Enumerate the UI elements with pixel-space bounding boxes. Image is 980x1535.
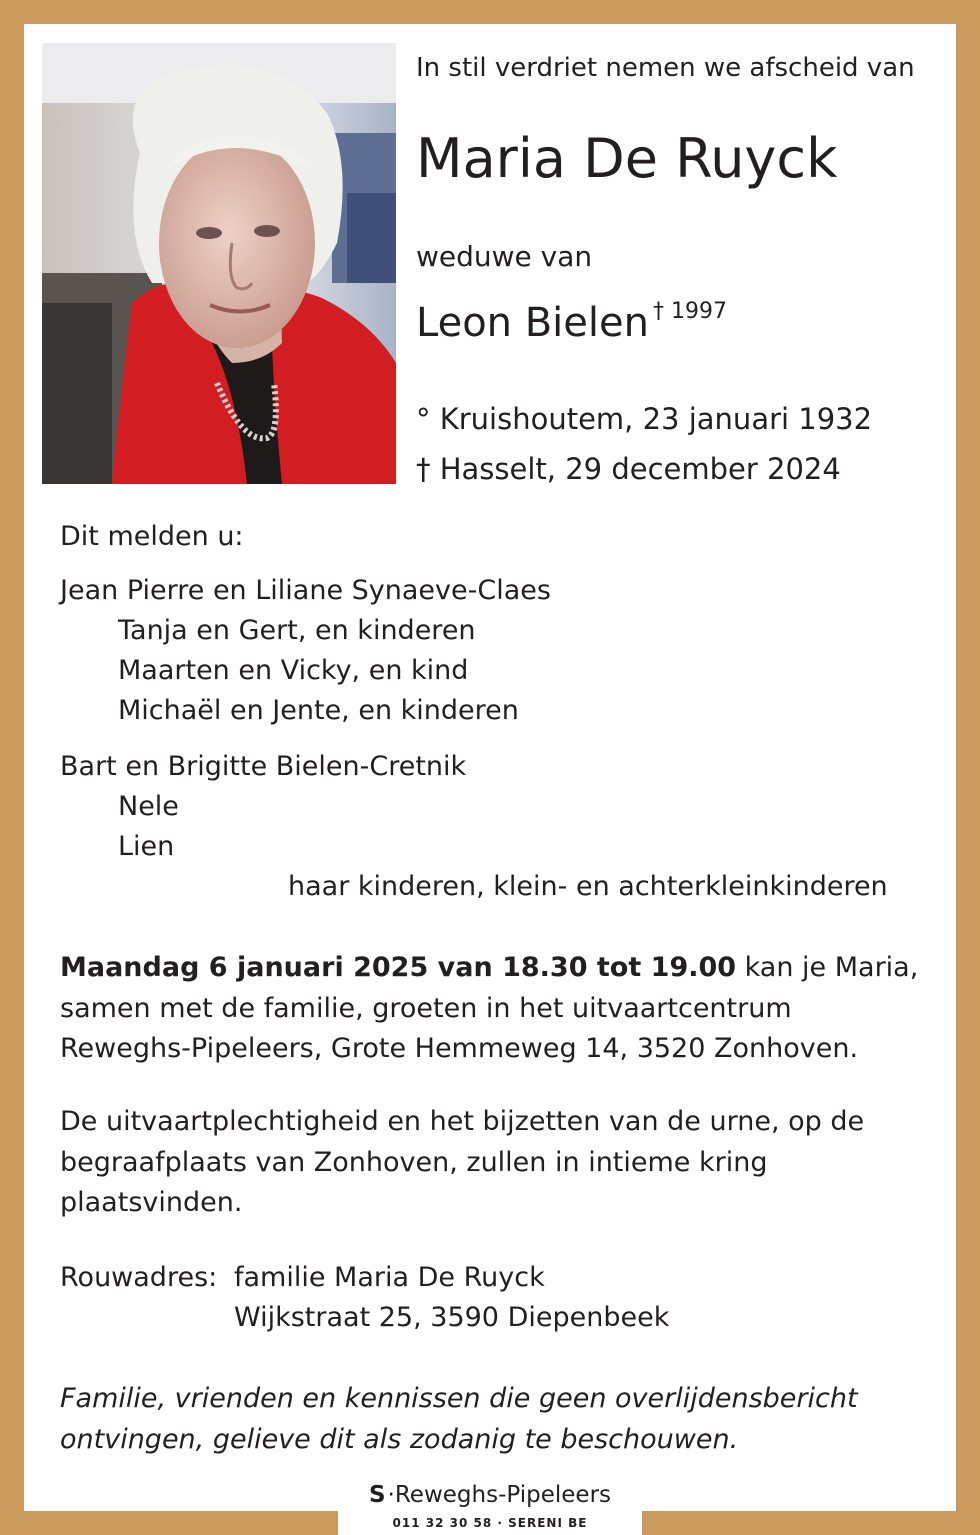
family-line: Lien — [118, 831, 175, 862]
funeral-home-logo — [338, 1482, 642, 1508]
widow-of-label: weduwe van — [416, 240, 593, 273]
visitation-paragraph — [60, 948, 930, 1070]
husband-name: Leon Bielen — [416, 300, 649, 346]
family-line: Bart en Brigitte Bielen-Cretnik — [60, 751, 467, 782]
closing-note: Familie, vrienden en kennissen die geen overlijdensbericht ontvingen, gelieve dit als zodanig te beschouwen. — [60, 1383, 858, 1455]
husband-name-line — [416, 300, 727, 346]
address-label: Rouwadres: — [60, 1262, 218, 1293]
birth-line: ° Kruishoutem, 23 januari 1932 — [416, 402, 873, 436]
address-line-2: Wijkstraat 25, 3590 Diepenbeek — [234, 1302, 670, 1333]
family-closing-line: haar kinderen, klein- en achterkleinkinderen — [288, 871, 888, 902]
portrait-photo — [42, 43, 396, 484]
funeral-home-footer — [338, 1475, 642, 1535]
announced-by-label: Dit melden u: — [60, 521, 244, 552]
visitation-datetime: Maandag 6 januari 2025 van 18.30 tot 19.00 — [60, 952, 737, 983]
husband-death-year: † 1997 — [652, 299, 727, 324]
death-line: † Hasselt, 29 december 2024 — [416, 452, 841, 486]
intro-line: In stil verdriet nemen we afscheid van — [416, 53, 915, 83]
deceased-name: Maria De Ruyck — [416, 127, 838, 190]
family-line: Michaël en Jente, en kinderen — [118, 695, 519, 726]
sereni-mark-icon: S — [368, 1482, 386, 1508]
family-line: Jean Pierre en Liliane Synaeve-Claes — [60, 575, 551, 606]
family-line: Maarten en Vicky, en kind — [118, 655, 469, 686]
family-line: Nele — [118, 791, 179, 822]
visitation-text: kan je Maria, samen met de familie, groeten in het uitvaartcentrum Reweghs-Pipeleers, Grote Hemmeweg 14, 3520 Zonhoven. — [60, 952, 919, 1064]
funeral-home-contact: 011 32 30 58 · SERENI BE — [392, 1516, 588, 1530]
family-line: Tanja en Gert, en kinderen — [118, 615, 476, 646]
address-line-1: familie Maria De Ruyck — [234, 1262, 545, 1293]
funeral-home-name: ·Reweghs-Pipeleers — [387, 1482, 612, 1508]
ceremony-paragraph: De uitvaartplechtigheid en het bijzetten van de urne, op de begraafplaats van Zonhoven, zullen in intieme kring plaatsvinden. — [60, 1106, 865, 1218]
